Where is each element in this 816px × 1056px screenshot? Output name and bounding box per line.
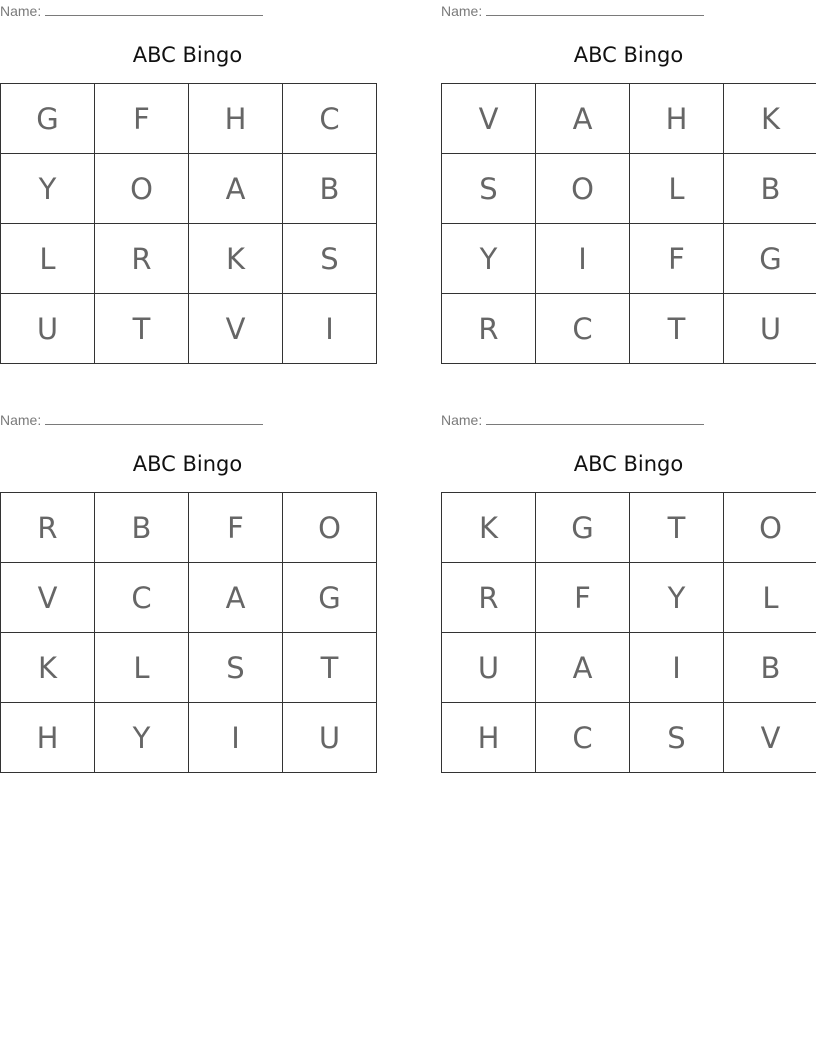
bingo-card-3 [0, 409, 375, 774]
bingo-cell: A [536, 633, 630, 703]
bingo-cell: V [724, 703, 816, 773]
grid-row [1, 633, 377, 703]
bingo-cell: T [95, 294, 189, 364]
bingo-cell: C [536, 294, 630, 364]
name-underline [486, 3, 704, 16]
grid-row [1, 224, 377, 294]
grid-row [442, 84, 816, 154]
bingo-cell: L [1, 224, 95, 294]
grid-row [442, 154, 816, 224]
name-label: Name: [441, 412, 483, 428]
bingo-cell: H [189, 84, 283, 154]
bingo-cell: B [724, 154, 816, 224]
bingo-cell: L [724, 563, 816, 633]
grid-row [442, 703, 816, 773]
grid-row [442, 563, 816, 633]
bingo-cell: F [189, 493, 283, 563]
grid-row [1, 294, 377, 364]
bingo-cell: V [1, 563, 95, 633]
name-label: Name: [0, 412, 42, 428]
name-field[interactable] [441, 3, 704, 19]
bingo-cell: A [536, 84, 630, 154]
grid-row [442, 294, 816, 364]
name-label: Name: [441, 3, 483, 19]
bingo-cell: V [442, 84, 536, 154]
bingo-card-4 [441, 409, 816, 774]
bingo-cell: R [1, 493, 95, 563]
card-title: ABC Bingo [573, 43, 684, 67]
bingo-cell: Y [95, 703, 189, 773]
grid-row [1, 703, 377, 773]
bingo-cell: H [442, 703, 536, 773]
bingo-cell: Y [1, 154, 95, 224]
name-field[interactable] [0, 412, 263, 428]
card-title: ABC Bingo [132, 43, 243, 67]
bingo-cell: Y [630, 563, 724, 633]
grid-row [1, 154, 377, 224]
bingo-cell: K [724, 84, 816, 154]
bingo-cell: S [283, 224, 377, 294]
bingo-cell: H [1, 703, 95, 773]
bingo-cell: U [1, 294, 95, 364]
bingo-grid [0, 492, 377, 773]
name-underline [486, 412, 704, 425]
name-field[interactable] [441, 412, 704, 428]
grid-row [1, 493, 377, 563]
bingo-cell: R [442, 294, 536, 364]
grid-row [442, 493, 816, 563]
bingo-grid [441, 492, 816, 773]
bingo-cell: T [630, 493, 724, 563]
bingo-cell: B [283, 154, 377, 224]
bingo-cell: C [95, 563, 189, 633]
bingo-cell: F [95, 84, 189, 154]
bingo-cell: U [724, 294, 816, 364]
bingo-card-2 [441, 0, 816, 365]
grid-row [1, 84, 377, 154]
name-underline [45, 412, 263, 425]
bingo-cell: I [630, 633, 724, 703]
card-title: ABC Bingo [132, 452, 243, 476]
bingo-cell: S [442, 154, 536, 224]
bingo-grid [0, 83, 377, 364]
bingo-cell: Y [442, 224, 536, 294]
bingo-cell: T [283, 633, 377, 703]
bingo-cell: R [95, 224, 189, 294]
bingo-grid [441, 83, 816, 364]
grid-row [1, 563, 377, 633]
bingo-cell: C [283, 84, 377, 154]
bingo-cell: I [536, 224, 630, 294]
grid-row [442, 224, 816, 294]
bingo-cell: G [283, 563, 377, 633]
bingo-cell: O [95, 154, 189, 224]
bingo-cell: T [630, 294, 724, 364]
card-title: ABC Bingo [573, 452, 684, 476]
bingo-cell: L [95, 633, 189, 703]
name-underline [45, 3, 263, 16]
bingo-cell: G [724, 224, 816, 294]
bingo-cell: I [283, 294, 377, 364]
bingo-cell: G [536, 493, 630, 563]
bingo-card-1 [0, 0, 375, 365]
bingo-cell: K [442, 493, 536, 563]
bingo-cell: F [630, 224, 724, 294]
bingo-cell: C [536, 703, 630, 773]
bingo-cell: G [1, 84, 95, 154]
bingo-cell: O [536, 154, 630, 224]
bingo-cell: I [189, 703, 283, 773]
bingo-cell: F [536, 563, 630, 633]
name-field[interactable] [0, 3, 263, 19]
bingo-cell: A [189, 154, 283, 224]
name-label: Name: [0, 3, 42, 19]
bingo-cell: S [630, 703, 724, 773]
bingo-cell: K [1, 633, 95, 703]
bingo-cell: B [95, 493, 189, 563]
bingo-cell: B [724, 633, 816, 703]
bingo-cell: A [189, 563, 283, 633]
bingo-cell: O [724, 493, 816, 563]
grid-row [442, 633, 816, 703]
bingo-cell: H [630, 84, 724, 154]
bingo-cell: R [442, 563, 536, 633]
bingo-cell: S [189, 633, 283, 703]
bingo-cell: U [442, 633, 536, 703]
bingo-cell: U [283, 703, 377, 773]
bingo-cell: K [189, 224, 283, 294]
bingo-cell: O [283, 493, 377, 563]
bingo-cell: L [630, 154, 724, 224]
bingo-cell: V [189, 294, 283, 364]
